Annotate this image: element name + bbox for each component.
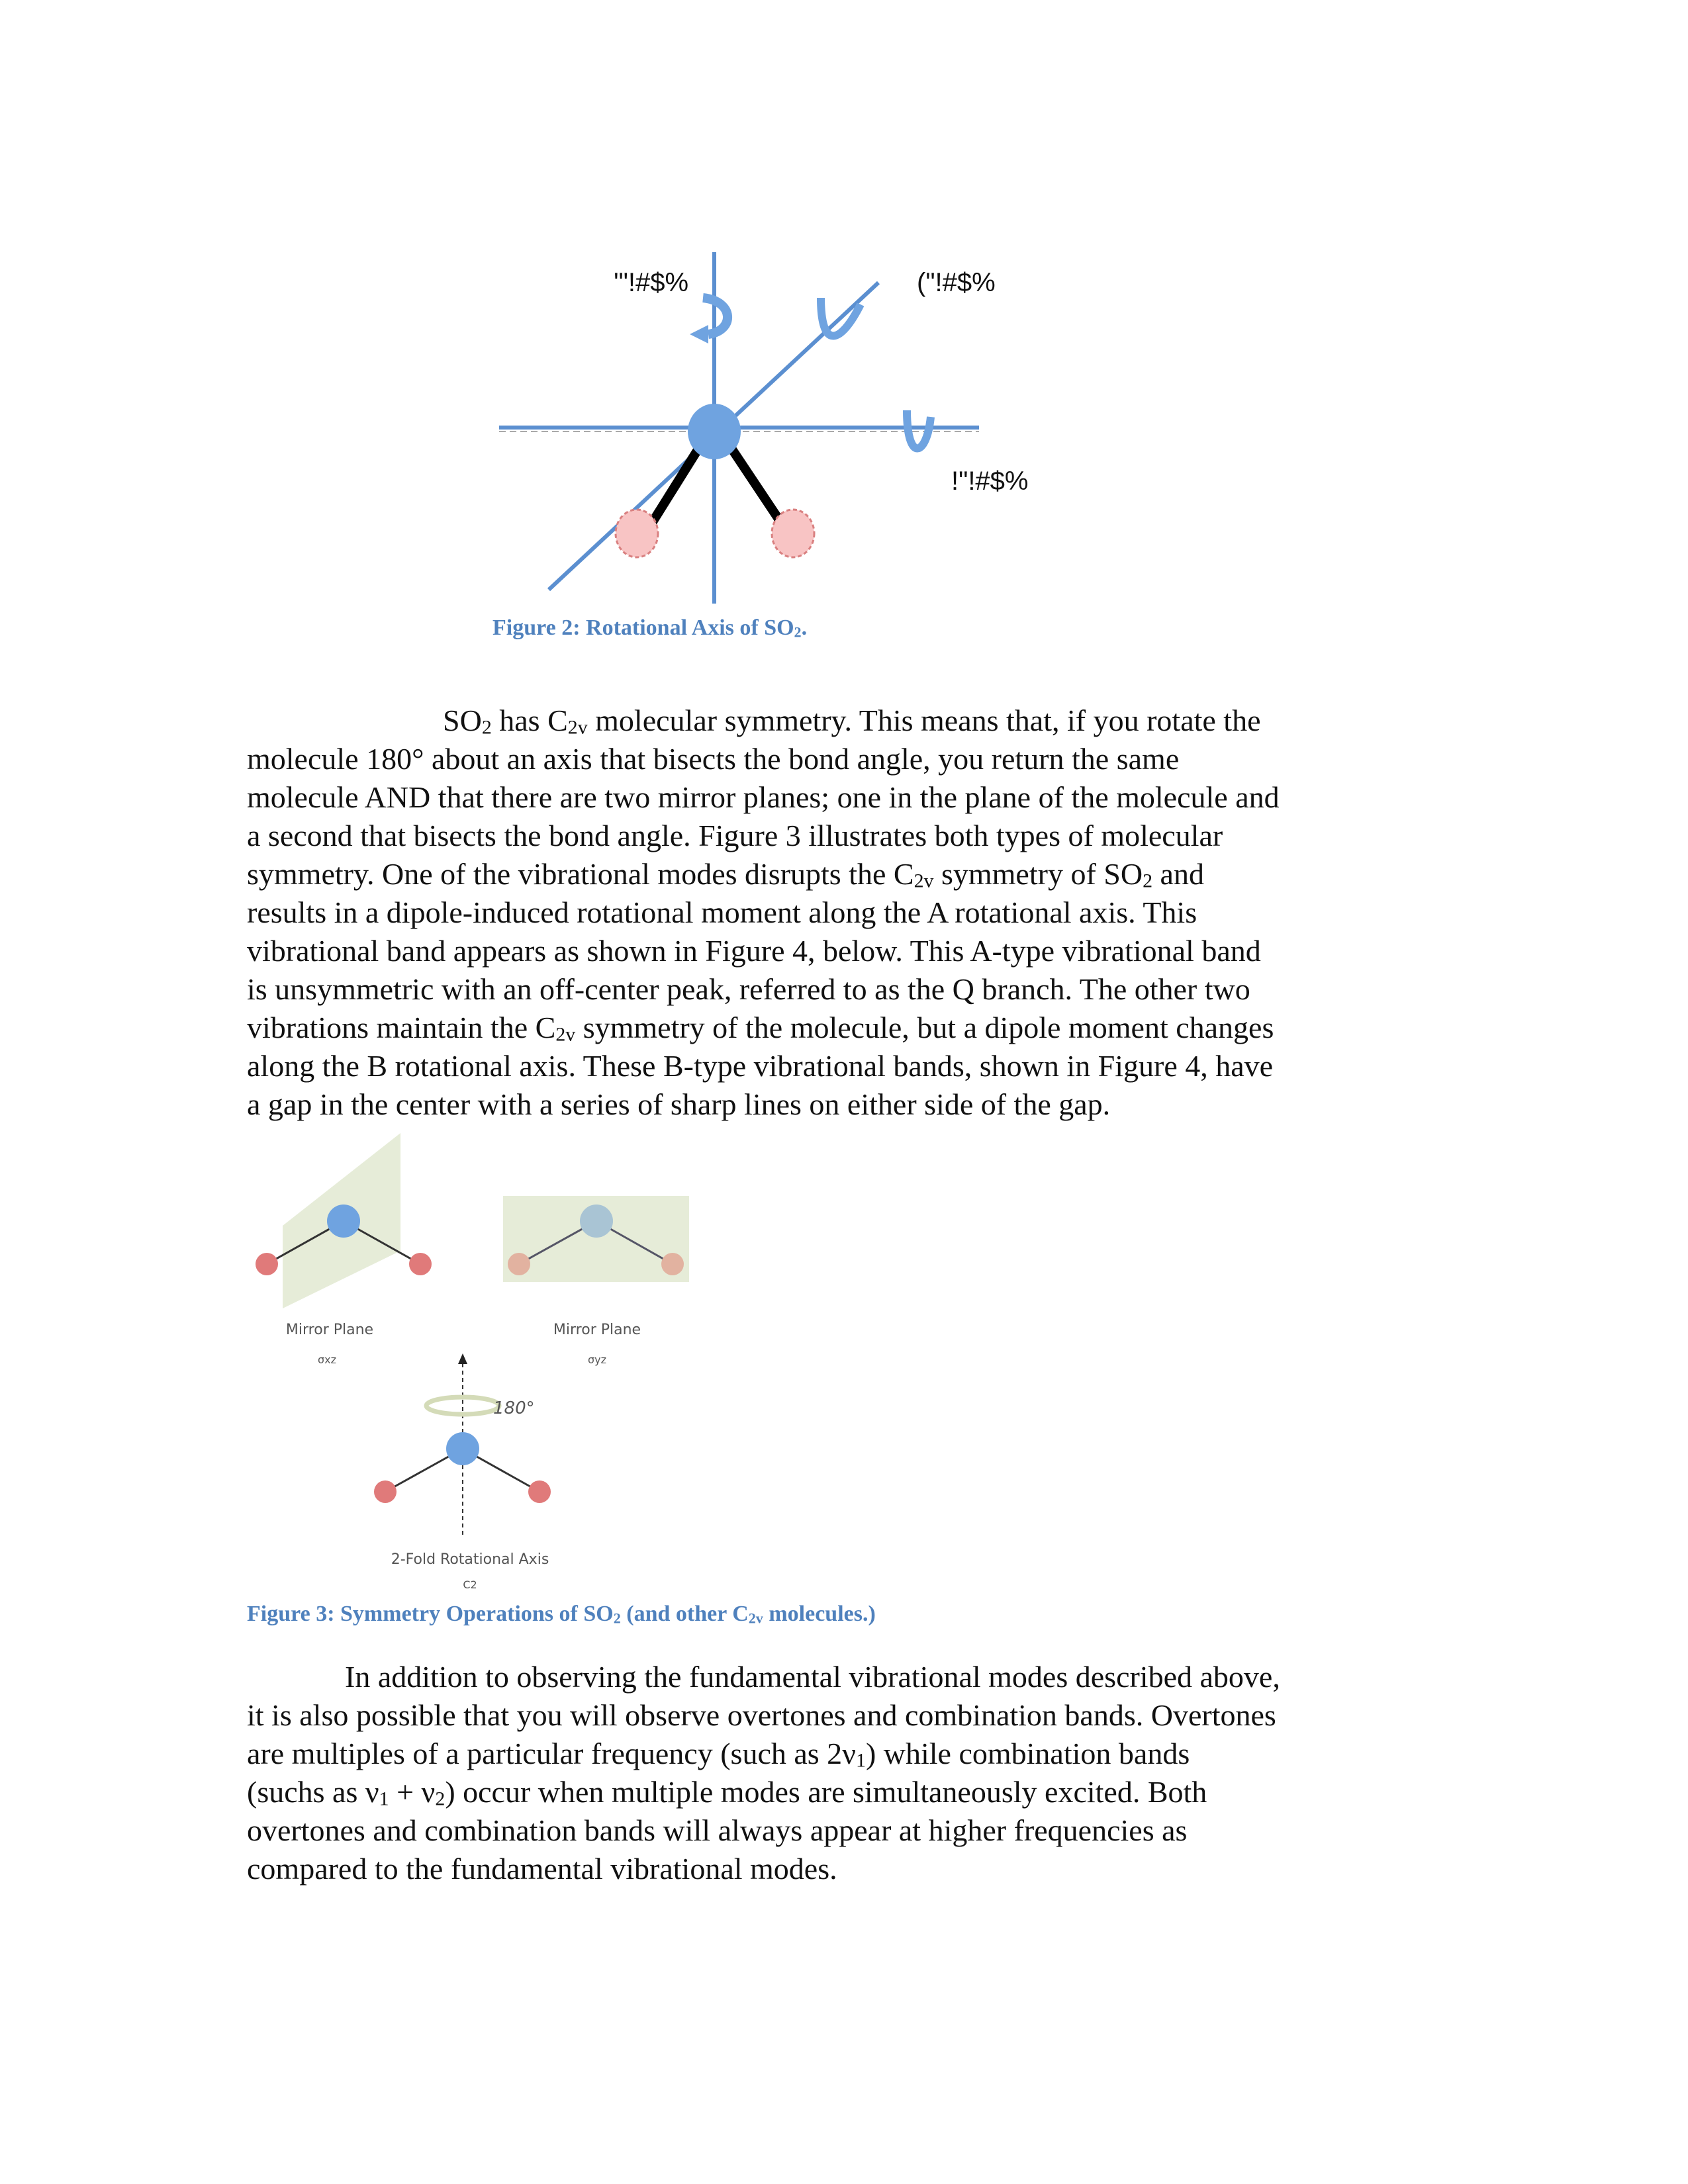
- text-run: symmetry of the molecule, but a dipole moment changes: [575, 1011, 1274, 1044]
- text-run: has C: [491, 704, 568, 737]
- text-run: along the B rotational axis. These B-type vibrational bands, shown in Figure 4, have: [247, 1049, 1274, 1083]
- text-run: .: [801, 615, 808, 640]
- text-run: (and other C: [620, 1602, 749, 1626]
- axis-label-diagonal: ("!#$%: [917, 268, 996, 297]
- sigma-xz-label: σxz: [317, 1353, 337, 1366]
- figure-3-caption: [247, 1602, 876, 1627]
- oxygen-atom: [661, 1253, 684, 1275]
- text-run: a second that bisects the bond angle. Figure 3 illustrates both types of molecular: [247, 819, 1223, 852]
- text-run: molecular symmetry. This means that, if you rotate the: [587, 704, 1261, 737]
- oxygen-atom: [409, 1253, 432, 1275]
- text-run: Figure 2: Rotational Axis of SO: [492, 615, 794, 640]
- subscript: 2: [435, 1788, 445, 1810]
- text-run: a gap in the center with a series of sharp lines on either side of the gap.: [247, 1087, 1111, 1121]
- mirror-plane-label-left: Mirror Plane: [285, 1322, 374, 1338]
- text-run: ) while combination bands: [865, 1737, 1190, 1770]
- subscript: 2: [1143, 870, 1153, 892]
- text-run: results in a dipole-induced rotational moment along the A rotational axis. This: [247, 895, 1197, 929]
- text-run: ) occur when multiple modes are simultaneously excited. Both: [445, 1775, 1207, 1809]
- subscript: 1: [855, 1749, 866, 1772]
- subscript: 2: [794, 623, 802, 641]
- subscript: 2: [481, 716, 492, 739]
- c2-label: C2: [463, 1578, 477, 1591]
- oxygen-atom: [256, 1253, 278, 1275]
- text-run: (suchs as ν: [247, 1775, 379, 1809]
- sulfur-atom: [446, 1432, 479, 1465]
- text-run: molecule 180° about an axis that bisects the bond angle, you return the same: [247, 742, 1180, 776]
- rotational-axis-label: 2-Fold Rotational Axis: [391, 1551, 549, 1568]
- subscript: 2v: [748, 1610, 763, 1627]
- text-run: are multiples of a particular frequency (such as 2ν: [247, 1737, 856, 1770]
- text-run: and: [1152, 857, 1204, 891]
- oxygen-atom: [528, 1480, 551, 1503]
- subscript: 2v: [555, 1023, 576, 1046]
- mirror-plane-label-right: Mirror Plane: [553, 1322, 641, 1338]
- text-run: + ν: [389, 1775, 436, 1809]
- axis-label-top: '"!#$%: [614, 268, 689, 297]
- text-run: Figure 3: Symmetry Operations of SO: [247, 1602, 614, 1626]
- rotation-180-label: 180°: [493, 1398, 535, 1418]
- subscript: 2v: [567, 716, 588, 739]
- text-run: SO: [443, 704, 482, 737]
- text-run: vibrational band appears as shown in Figure 4, below. This A-type vibrational band: [247, 934, 1261, 968]
- text-line: [247, 1774, 1207, 1810]
- text-run: molecules.): [763, 1602, 876, 1626]
- text-run: vibrations maintain the C: [247, 1011, 556, 1044]
- subscript: 2v: [914, 870, 934, 892]
- text-run: molecule AND that there are two mirror planes; one in the plane of the molecule and: [247, 780, 1280, 814]
- text-run: overtones and combination bands will always appear at higher frequencies as: [247, 1813, 1188, 1847]
- oxygen-atom: [374, 1480, 397, 1503]
- text-run: symmetry of SO: [933, 857, 1143, 891]
- text-run: symmetry. One of the vibrational modes disrupts the C: [247, 857, 914, 891]
- sulfur-atom: [327, 1205, 360, 1238]
- oxygen-atom: [508, 1253, 530, 1275]
- text-line: [247, 1851, 837, 1886]
- arrow-up-icon: [458, 1353, 467, 1364]
- text-run: In addition to observing the fundamental vibrational modes described above,: [345, 1660, 1280, 1694]
- subscript: 2: [613, 1610, 621, 1627]
- text-line: [345, 1659, 1280, 1694]
- text-run: compared to the fundamental vibrational modes.: [247, 1852, 837, 1886]
- text-line: [247, 1736, 1190, 1772]
- subscript: 1: [379, 1788, 389, 1810]
- text-line: [247, 1813, 1187, 1848]
- sulfur-atom: [580, 1205, 613, 1238]
- text-run: it is also possible that you will observe overtones and combination bands. Overtones: [247, 1698, 1276, 1732]
- rotation-ring-icon: [426, 1397, 499, 1414]
- text-run: is unsymmetric with an off-center peak, referred to as the Q branch. The other two: [247, 972, 1250, 1006]
- sigma-yz-label: σyz: [587, 1353, 607, 1366]
- axis-label-horizontal: !"!#$%: [951, 467, 1029, 496]
- text-line: [247, 1698, 1276, 1733]
